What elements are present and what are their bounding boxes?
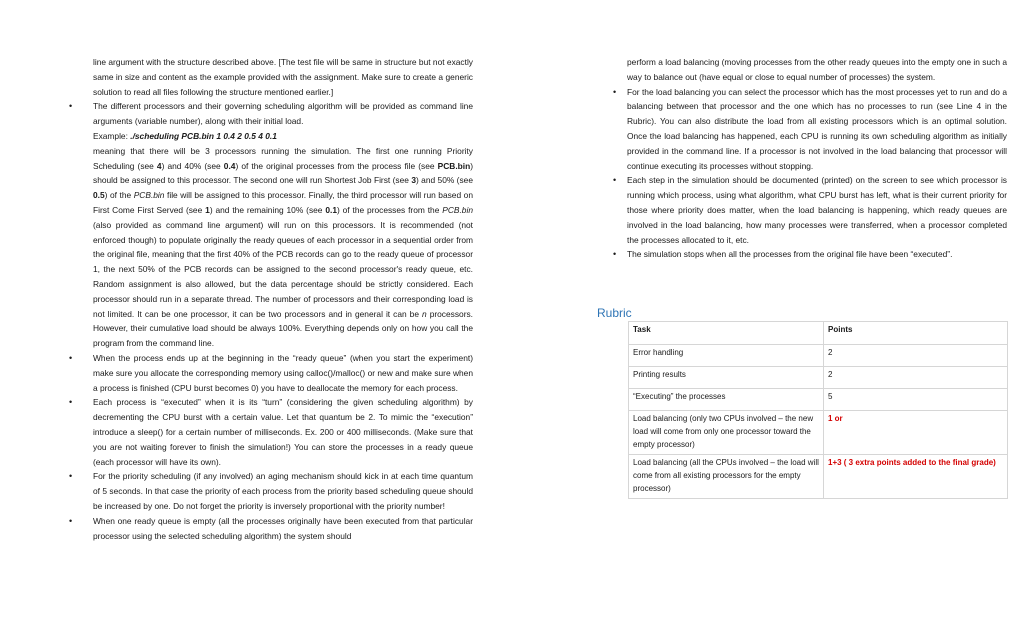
text-span: ) and 50% (see: [415, 175, 473, 186]
list-item-execution: • Each process is “executed” when it is its “turn” (considering the given scheduling algorithm) by decrementing the CPU burst with a certain value. Let that quantum be 2. To mimic the “execution” introduce a sleep() for a certain number of milliseconds. Ex. 200 or 400 milliseconds. (Make sure that you are not waiting forever to finish the simulation!) You can store the processes in a ready queue (each processor will have its own).: [93, 395, 473, 469]
rubric-task-cell: Load balancing (all the CPUs involved – the load will come from all existing processors for the empty processor): [629, 455, 824, 499]
left-column: [93, 55, 473, 543]
text-span: meaning that there will be 3 processors running the simulation. The first one running Priority Scheduling (see: [93, 145, 473, 171]
value-3: 3: [411, 175, 416, 186]
list-item-empty-queue: • When one ready queue is empty (all the processes originally have been executed from that particular processor using the selected scheduling algorithm) the system should: [93, 514, 473, 544]
rubric-header-task: Task: [629, 322, 824, 345]
text-span: (also provided as command line argument) will run on this processors. It is recommended (not enforced though) to populate originally the ready queues of each processor in a sequential order from the original file, meaning that the first 40% of the PCB records can go to the ready queue of processor 1, the next 50% of the PCB records can be assigned to the second processor's ready queue, etc. Random assignment is also allowed, but the data percentage should be strictly considered. Each processor should run in a separate thread. The number of processors and their corresponding load is not limited. It can be one processor, it can be two processors and in general it can be: [93, 219, 473, 319]
list-item-stop-condition: • The simulation stops when all the processes from the original file have been “executed”.: [627, 247, 1007, 262]
text-span: ) and the remaining 10% (see: [209, 204, 326, 215]
rubric-points-cell: 2: [824, 367, 1008, 389]
requirements-list-continued: [627, 85, 1007, 263]
list-item-aging: • For the priority scheduling (if any involved) an aging mechanism should kick in at each time quantum of 5 seconds. In that case the priority of each process from the priority based scheduling queue should be increased by one. Do not forget the priority is inversely proportional with the priority number!: [93, 469, 473, 513]
n-italic: n: [422, 308, 427, 319]
rubric-header-row: [629, 322, 1008, 345]
pcb-bin-italic: PCB.bin: [133, 190, 165, 201]
text-span: file will be assigned to this processor. Finally, the third processor will run based on First Come First Served (see: [93, 190, 473, 215]
text-span: ) of the original processes from the process file (see: [235, 160, 438, 171]
rubric-table: [628, 321, 1008, 499]
table-row: [629, 455, 1008, 499]
rubric-points-cell: 1+3 ( 3 extra points added to the final grade): [824, 455, 1008, 499]
paragraph-continuation: line argument with the structure described above. [The test file will be same in structure but not exactly same in size and content as the example provided with the assignment. Make sure to create a generic solution to read all files following the structure mentioned earlier.]: [93, 57, 473, 97]
text-span: ) of the: [104, 190, 134, 201]
requirements-list: [93, 99, 473, 543]
paragraph-continuation: perform a load balancing (moving processes from the other ready queues into the empty one in such a way to balance out (have equal or close to equal number of processes) the system.: [627, 57, 1007, 82]
list-item-documentation: • Each step in the simulation should be documented (printed) on the screen to see which processor is running which process, using what algorithm, what CPU burst has left, what is their current priority for those where priority does matter, when the load balancing is happening, which ready queues are involved in the load balancing, how many processes were transferred, when a processor completed the processes allocated to it, etc.: [627, 173, 1007, 247]
value-04: 0.4: [223, 160, 236, 171]
table-row: [629, 367, 1008, 389]
text-span: ) and 40% (see: [161, 160, 224, 171]
rubric-task-cell: Error handling: [629, 345, 824, 367]
rubric-task-cell: “Executing” the processes: [629, 389, 824, 411]
pcb-bin-bold: PCB.bin: [437, 160, 471, 171]
rubric-points-cell: 2: [824, 345, 1008, 367]
value-1: 1: [205, 204, 210, 215]
list-item-processors: [93, 99, 473, 351]
example-label: Example:: [93, 130, 131, 141]
right-column: [627, 55, 1007, 262]
text-span: ) of the processes from the: [336, 204, 443, 215]
example-command: ./scheduling PCB.bin 1 0.4 2 0.5 4 0.1: [130, 130, 277, 141]
table-row: [629, 389, 1008, 411]
rubric-heading: Rubric: [597, 306, 632, 320]
text-span: ) should be assigned to this processor. The second one will run Shortest Job First (see: [93, 160, 474, 186]
list-item-memory: • When the process ends up at the beginning in the “ready queue” (when you start the experiment) make sure you allocate the corresponding memory using calloc()/malloc() or new and make sure when a process is finished (CPU burst becomes 0) you have to deallocate the memory for each process.: [93, 351, 473, 395]
rubric-points-cell: 5: [824, 389, 1008, 411]
list-item-load-balancing: • For the load balancing you can select the processor which has the most processes yet to run and do a balancing between that processor and the one which has no processes to run (see Line 4 in the Rubric). You can also distribute the load from all existing processors which is an optimal solution. Once the load balancing has happened, each CPU is running its own scheduling algorithm as initially provided in the command line. If a processor is not involved in the load balancing that processor will continue executing its processes without stopping.: [627, 85, 1007, 174]
list-item-text: The different processors and their governing scheduling algorithm will be provided as command line arguments (variable number), along with their initial load.: [93, 101, 473, 127]
rubric-points-cell: 1 or: [824, 411, 1008, 455]
value-05: 0.5: [93, 190, 105, 201]
pcb-bin-italic: PCB.bin: [442, 204, 473, 215]
text-span: processors. However, their cumulative load should be always 100%. Everything depends only on how you call the program from the command line.: [93, 308, 473, 349]
rubric-task-cell: Printing results: [629, 367, 824, 389]
rubric-task-cell: Load balancing (only two CPUs involved – the new load will come from only one processor toward the empty processor): [629, 411, 824, 455]
rubric-header-points: Points: [824, 322, 1008, 345]
value-4: 4: [156, 160, 162, 171]
table-row: [629, 345, 1008, 367]
value-01: 0.1: [325, 204, 337, 215]
table-row: [629, 411, 1008, 455]
